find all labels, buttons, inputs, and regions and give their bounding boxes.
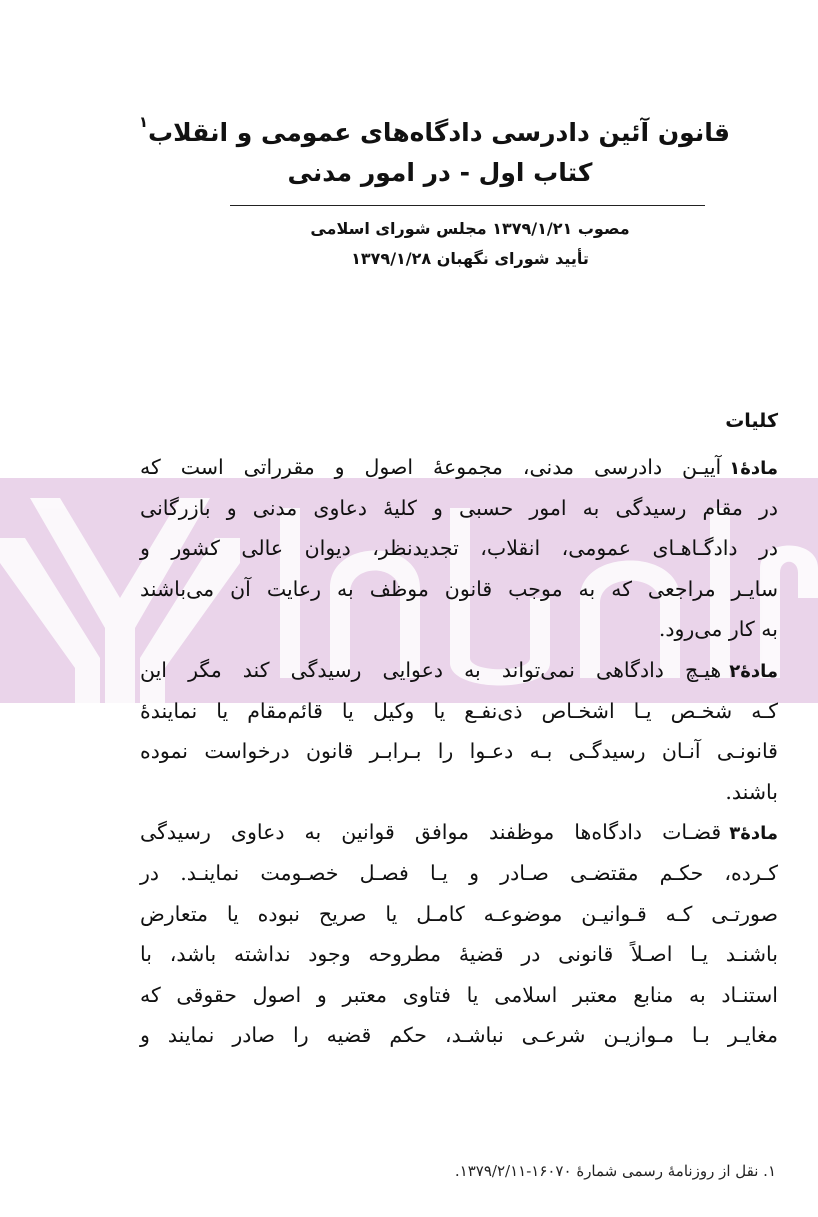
- article-2-line: [140, 650, 778, 691]
- title-block: [138, 102, 730, 193]
- article-3-label: مادۀ۳: [729, 823, 778, 845]
- article-1-line: سایـر مراجعی که به موجب قانون موظف به رعایت آن می‌باشند: [140, 576, 778, 601]
- article-1-line: به کار می‌رود.: [658, 617, 778, 642]
- article-3-line: استنـاد به منابع معتبر اسلامی یا فتاوی معتبر و اصول حقوقی که: [140, 982, 778, 1007]
- article-2-label: مادۀ۲: [729, 660, 778, 682]
- document-title-text: قانون آئین دادرسی دادگاه‌های عمومی و انقلاب: [148, 118, 730, 147]
- article-2-line: قانونـی آنـان رسیدگـی بـه دعـوا را بـرابـر قانون درخواست نموده: [140, 739, 778, 764]
- article-1-text: آییـن دادرسی مدنی، مجموعۀ اصول و مقرراتی است که: [140, 455, 722, 479]
- article-3-line: کـرده، حکـم مقتضـی صـادر و یـا فصـل خصـومت نماینـد. در: [140, 860, 778, 885]
- article-3-text: قضـات دادگاه‌ها موظفند موافق قوانین به دعاوی رسیدگی: [140, 820, 722, 845]
- article-3-line: [140, 812, 778, 853]
- article-1-line: [140, 447, 778, 488]
- article-3-line: باشنـد یـا اصـلاً قانونی در قضیۀ مطروحه وجود نداشته باشد، با: [140, 942, 778, 967]
- title-divider: [230, 205, 705, 206]
- footnote: ۱. نقل از روزنامۀ رسمی شمارۀ ۱۶۰۷۰-۱۳۷۹/۲/۱۱.: [454, 1162, 776, 1180]
- article-1-line: در مقام رسیدگی به امور حسبی و کلیۀ دعاوی مدنی و بازرگانی: [140, 495, 778, 520]
- approval-guardian-council: تأیید شورای نگهبان ۱۳۷۹/۱/۲۸: [351, 249, 589, 268]
- document-title: [138, 102, 730, 153]
- article-2-line: کـه شخـص یـا اشخـاص ذی‌نفـع یا وکیل یا قائم‌مقام یا نمایندۀ: [140, 698, 778, 723]
- approval-parliament: مصوب ۱۳۷۹/۱/۲۱ مجلس شورای اسلامی: [310, 219, 630, 238]
- article-1-line: در دادگـاهـای عمومی، انقلاب، تجدیدنظر، دیوان عالی کشور و: [140, 536, 778, 561]
- article-3-line: صورتـی کـه قـوانیـن موضوعـه کامـل یا صریح نبوده یا متعارض: [140, 901, 778, 926]
- approval-info: [250, 214, 690, 274]
- article-2-text: هیـچ دادگاهی نمی‌تواند به دعوایی رسیدگی کند مگر این: [140, 657, 722, 682]
- body-text: [140, 447, 778, 1056]
- article-1-label: مادۀ۱: [729, 458, 778, 479]
- article-2-line: باشند.: [725, 779, 778, 804]
- title-footnote-marker: ۱: [138, 113, 149, 131]
- document-subtitle: کتاب اول - در امور مدنی: [287, 158, 593, 187]
- article-3-line: مغایـر بـا مـوازیـن شرعـی نباشـد، حکم قضیه را صادر نمایند و: [140, 1023, 778, 1048]
- section-heading: کلیات: [725, 410, 778, 432]
